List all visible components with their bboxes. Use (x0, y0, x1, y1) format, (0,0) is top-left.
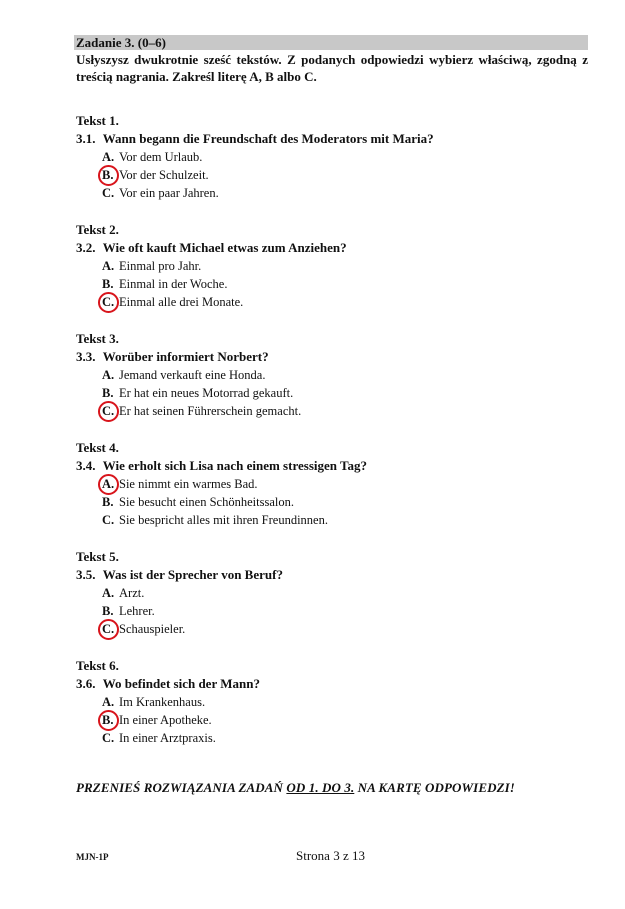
answer-option-a[interactable] (76, 148, 576, 166)
question-number: 3.5. (76, 567, 96, 582)
question-number: 3.3. (76, 349, 96, 364)
option-text: Einmal pro Jahr. (119, 259, 202, 273)
tekst-label: Tekst 5. (76, 549, 119, 564)
option-letter: A. (102, 586, 115, 600)
question (76, 239, 576, 257)
page-number: Strona 3 z 13 (296, 848, 365, 863)
note-text-start: PRZENIEŚ ROZWIĄZANIA ZADAŃ (76, 780, 287, 795)
option-text: Sie nimmt ein warmes Bad. (119, 477, 258, 491)
answer-option-c[interactable] (76, 293, 576, 311)
option-letter-circled: A. (102, 475, 119, 493)
task-title: Zadanie 3. (0–6) (76, 35, 166, 50)
option-letter: C. (102, 731, 115, 745)
question-number: 3.2. (76, 240, 96, 255)
option-letter-circled: C. (102, 402, 119, 420)
answer-option-b[interactable] (76, 711, 576, 729)
answer-option-a[interactable] (76, 475, 576, 493)
option-text: Jemand verkauft eine Honda. (119, 368, 266, 382)
option-text: In einer Apotheke. (119, 713, 212, 727)
note-text-end: NA KARTĘ ODPOWIEDZI! (354, 780, 515, 795)
option-letter: A. (102, 368, 115, 382)
question-number: 3.4. (76, 458, 96, 473)
question-number: 3.1. (76, 131, 96, 146)
question-text: Wie oft kauft Michael etwas zum Anziehen? (102, 240, 347, 255)
task-block-5 (76, 548, 576, 638)
option-letter-circled: B. (102, 166, 119, 184)
option-text: Einmal in der Woche. (119, 277, 228, 291)
option-text: Sie besucht einen Schönheitssalon. (119, 495, 294, 509)
option-text: Arzt. (119, 586, 145, 600)
answer-option-b[interactable] (76, 602, 576, 620)
answer-option-b[interactable] (76, 166, 576, 184)
question-text: Wann begann die Freundschaft des Moderators mit Maria? (102, 131, 434, 146)
option-letter: B. (102, 277, 114, 291)
option-letter: C. (102, 513, 115, 527)
option-letter: B. (102, 386, 114, 400)
option-text: Vor dem Urlaub. (119, 150, 203, 164)
question (76, 457, 576, 475)
exam-code: MJN-1P (76, 852, 109, 862)
answer-option-b[interactable] (76, 384, 576, 402)
answer-option-c[interactable] (76, 729, 576, 747)
question-text: Was ist der Sprecher von Beruf? (102, 567, 283, 582)
answer-option-c[interactable] (76, 402, 576, 420)
tekst-label: Tekst 3. (76, 331, 119, 346)
option-letter: B. (102, 495, 114, 509)
option-text: Vor der Schulzeit. (119, 168, 209, 182)
question-text: Wie erholt sich Lisa nach einem stressigen Tag? (102, 458, 367, 473)
question-text: Worüber informiert Norbert? (102, 349, 269, 364)
option-text: Er hat seinen Führerschein gemacht. (119, 404, 302, 418)
answer-option-a[interactable] (76, 257, 576, 275)
option-text: Lehrer. (119, 604, 155, 618)
task-block-4 (76, 439, 576, 529)
option-text: Schauspieler. (119, 622, 186, 636)
answer-option-c[interactable] (76, 184, 576, 202)
task-block-3 (76, 330, 576, 420)
task-block-6 (76, 657, 576, 747)
question-text: Wo befindet sich der Mann? (102, 676, 260, 691)
option-letter-circled: C. (102, 293, 119, 311)
note-text-underlined: OD 1. DO 3. (286, 780, 355, 795)
option-letter: C. (102, 186, 115, 200)
answer-option-c[interactable] (76, 620, 576, 638)
tekst-label: Tekst 4. (76, 440, 119, 455)
answer-option-a[interactable] (76, 693, 576, 711)
option-text: In einer Arztpraxis. (119, 731, 216, 745)
option-text: Er hat ein neues Motorrad gekauft. (119, 386, 294, 400)
answer-option-a[interactable] (76, 584, 576, 602)
option-text: Sie bespricht alles mit ihren Freundinnen. (119, 513, 328, 527)
answer-option-a[interactable] (76, 366, 576, 384)
task-block-2 (76, 221, 576, 311)
option-letter-circled: B. (102, 711, 119, 729)
option-text: Einmal alle drei Monate. (119, 295, 244, 309)
task-header-bar (74, 35, 588, 50)
option-letter: A. (102, 259, 115, 273)
answer-option-b[interactable] (76, 275, 576, 293)
option-letter: A. (102, 150, 115, 164)
tekst-label: Tekst 2. (76, 222, 119, 237)
answer-option-b[interactable] (76, 493, 576, 511)
option-letter: A. (102, 695, 115, 709)
question (76, 675, 576, 693)
question (76, 130, 576, 148)
answer-option-c[interactable] (76, 511, 576, 529)
task-instructions: Usłyszysz dwukrotnie sześć tekstów. Z podanych odpowiedzi wybierz właściwą, zgodną z treścią nagrania. Zakreśl literę A, B albo C. (76, 52, 588, 84)
question-number: 3.6. (76, 676, 96, 691)
option-letter-circled: C. (102, 620, 119, 638)
task-block-1 (76, 112, 576, 202)
question (76, 348, 576, 366)
tekst-label: Tekst 6. (76, 658, 119, 673)
transfer-answers-note (76, 780, 515, 796)
option-text: Im Krankenhaus. (119, 695, 206, 709)
question (76, 566, 576, 584)
tekst-label: Tekst 1. (76, 113, 119, 128)
option-letter: B. (102, 604, 114, 618)
option-text: Vor ein paar Jahren. (119, 186, 219, 200)
